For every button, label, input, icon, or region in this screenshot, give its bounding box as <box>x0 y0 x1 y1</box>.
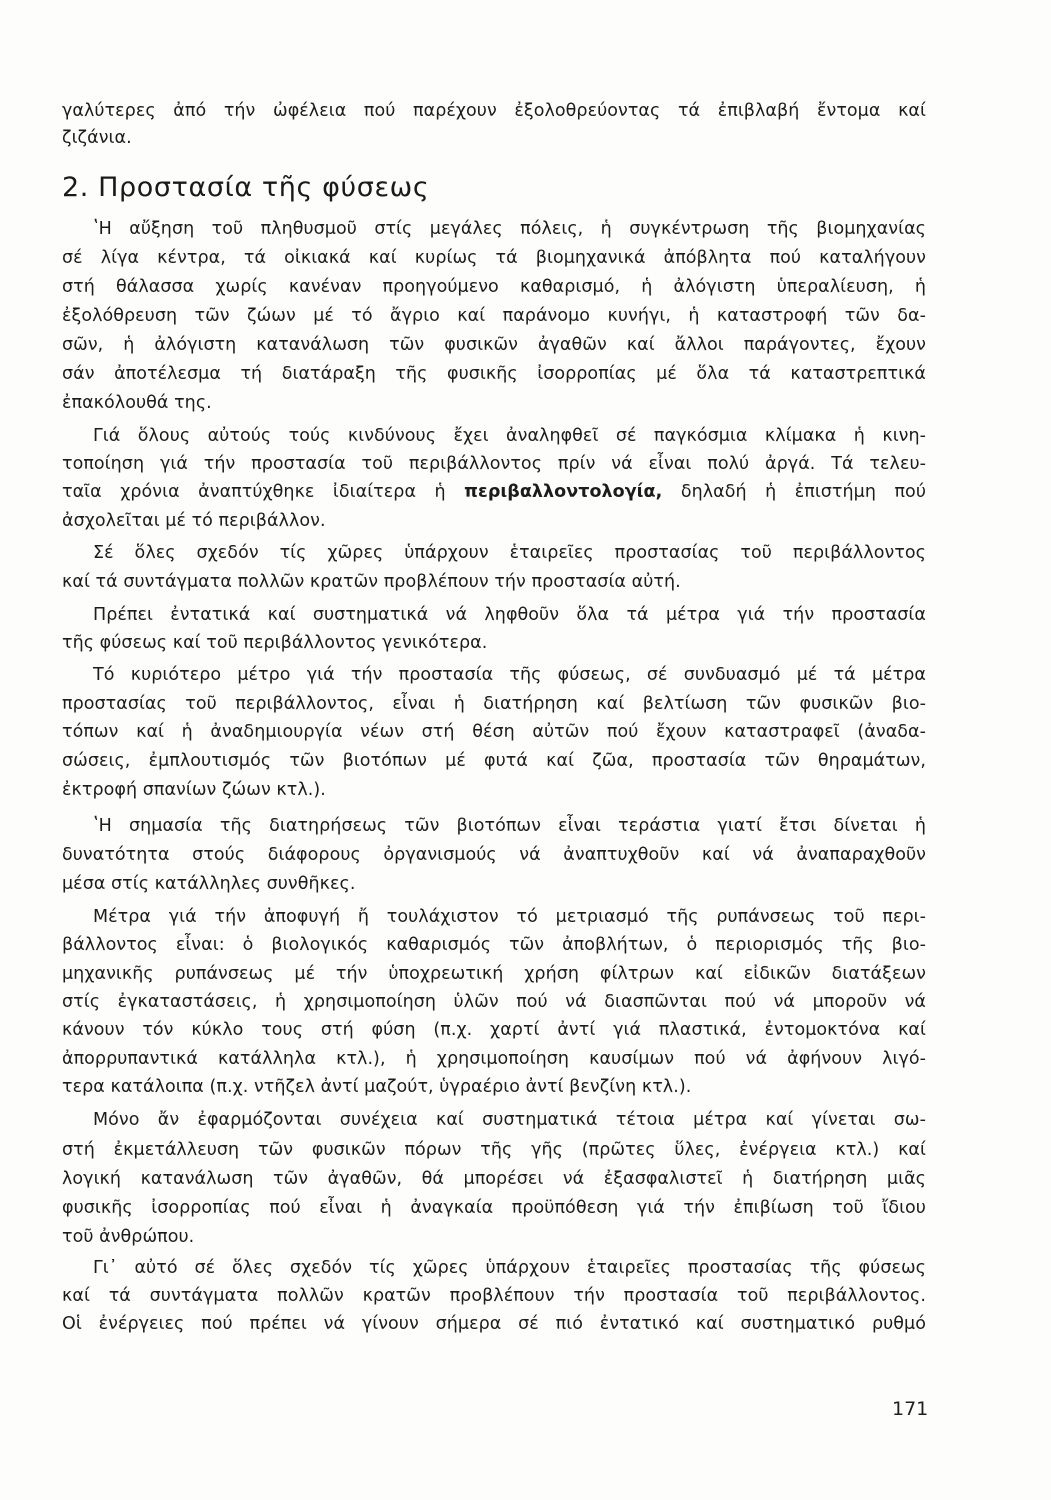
text-line: φυσικῆς ἰσορροπίας πού εἶναι ἡ ἀναγκαία προϋπόθεση γιά τήν ἐπιβίωση τοῦ ἴδιου <box>62 1198 926 1218</box>
text-run: ταῖα χρόνια ἀναπτύχθηκε ἰδιαίτερα ἡ <box>62 482 465 502</box>
text-line: τερα κατάλοιπα (π.χ. ντῆζελ ἀντί μαζούτ, ὑγραέριο ἀντί βενζίνη κτλ.). <box>62 1077 692 1097</box>
text-line: μέσα στίς κατάλληλες συνθῆκες. <box>62 874 356 894</box>
text-line: τόπων καί ἡ ἀναδημιουργία νέων στή θέση αὐτῶν πού ἔχουν καταστραφεῖ (ἀναδα- <box>62 722 926 742</box>
bold-term: περιβαλλοντολογία, <box>464 482 663 502</box>
text-line: ζιζάνια. <box>62 128 132 148</box>
text-line: τοποίηση γιά τήν προστασία τοῦ περιβάλλοντος πρίν νά εἶναι πολύ ἀργά. Τά τελευ- <box>62 454 926 474</box>
text-line: Οἱ ἐνέργειες πού πρέπει νά γίνουν σήμερα σέ πιό ἐντατικό καί συστηματικό ρυθμό <box>62 1314 926 1334</box>
text-line: ἀπορρυπαντικά κατάλληλα κτλ.), ἡ χρησιμοποίηση καυσίμων πού νά ἀφήνουν λιγό- <box>62 1049 926 1069</box>
section-heading: 2. Προστασία τῆς φύσεως <box>62 172 430 203</box>
text-line: Γιά ὅλους αὐτούς τούς κινδύνους ἔχει ἀναληφθεῖ σέ παγκόσμια κλίμακα ἡ κινη- <box>93 426 926 446</box>
text-line: λογική κατανάλωση τῶν ἀγαθῶν, θά μπορέσει νά ἐξασφαλιστεῖ ἡ διατήρηση μιᾶς <box>62 1169 926 1189</box>
text-line: βάλλοντος εἶναι: ὁ βιολογικός καθαρισμός τῶν ἀποβλήτων, ὁ περιορισμός τῆς βιο- <box>62 935 926 955</box>
text-line: στή θάλασσα χωρίς κανέναν προηγούμενο καθαρισμό, ἡ ἀλόγιστη ὑπεραλίευση, ἡ <box>62 277 926 297</box>
text-line: ʽΗ σημασία τῆς διατηρήσεως τῶν βιοτόπων εἶναι τεράστια γιατί ἔτσι δίνεται ἡ <box>93 816 926 836</box>
text-line: Μέτρα γιά τήν ἀποφυγή ἤ τουλάχιστον τό μετριασμό τῆς ρυπάνσεως τοῦ περι- <box>93 907 926 927</box>
text-line: ἀσχολεῖται μέ τό περιβάλλον. <box>62 511 326 531</box>
text-line: γαλύτερες ἀπό τήν ὠφέλεια πού παρέχουν ἐξολοθρεύοντας τά ἐπιβλαβή ἔντομα καί <box>62 101 926 121</box>
text-line: τῆς φύσεως καί τοῦ περιβάλλοντος γενικότερα. <box>62 633 488 653</box>
text-line: ʽΗ αὔξηση τοῦ πληθυσμοῦ στίς μεγάλες πόλεις, ἡ συγκέντρωση τῆς βιομηχανίας <box>93 219 926 239</box>
text-line: Μόνο ἄν ἐφαρμόζονται συνέχεια καί συστηματικά τέτοια μέτρα καί γίνεται σω- <box>93 1110 926 1130</box>
text-line: Σέ ὅλες σχεδόν τίς χῶρες ὑπάρχουν ἑταιρεῖες προστασίας τοῦ περιβάλλοντος <box>93 543 926 563</box>
text-line <box>62 480 926 504</box>
text-line: δυνατότητα στούς διάφορους ὀργανισμούς νά ἀναπτυχθοῦν καί νά ἀναπαραχθοῦν <box>62 845 926 865</box>
text-line: Τό κυριότερο μέτρο γιά τήν προστασία τῆς φύσεως, σέ συνδυασμό μέ τά μέτρα <box>93 665 926 685</box>
text-line: καί τά συντάγματα πολλῶν κρατῶν προβλέπουν τήν προστασία τοῦ περιβάλλοντος. <box>62 1286 926 1306</box>
text-line: Πρέπει ἐντατικά καί συστηματικά νά ληφθοῦν ὅλα τά μέτρα γιά τήν προστασία <box>93 605 926 625</box>
text-line: ἐκτροφή σπανίων ζώων κτλ.). <box>62 780 326 800</box>
text-line: προστασίας τοῦ περιβάλλοντος, εἶναι ἡ διατήρηση καί βελτίωση τῶν φυσικῶν βιο- <box>62 694 926 714</box>
text-line: στίς ἐγκαταστάσεις, ἡ χρησιμοποίηση ὑλῶν πού νά διασπῶνται πού νά μποροῦν νά <box>62 992 926 1012</box>
text-line: ἐπακόλουθά της. <box>62 393 212 413</box>
text-line: σάν ἀποτέλεσμα τή διατάραξη τῆς φυσικῆς ἰσορροπίας μέ ὅλα τά καταστρεπτικά <box>62 364 926 384</box>
text-line: σῶν, ἡ ἀλόγιστη κατανάλωση τῶν φυσικῶν ἀγαθῶν καί ἄλλοι παράγοντες, ἔχουν <box>62 335 926 355</box>
text-line: τοῦ ἀνθρώπου. <box>62 1227 195 1247</box>
page-number: 171 <box>892 1398 929 1420</box>
text-run: δηλαδή ἡ ἐπιστήμη πού <box>662 482 926 502</box>
text-line: σέ λίγα κέντρα, τά οἰκιακά καί κυρίως τά βιομηχανικά ἀπόβλητα πού καταλήγουν <box>62 248 926 268</box>
text-line: Γι᾽ αὐτό σέ ὅλες σχεδόν τίς χῶρες ὑπάρχουν ἑταιρεῖες προστασίας τῆς φύσεως <box>93 1258 926 1278</box>
text-line: στή ἐκμετάλλευση τῶν φυσικῶν πόρων τῆς γῆς (πρῶτες ὕλες, ἐνέργεια κτλ.) καί <box>62 1140 926 1160</box>
text-line: σώσεις, ἐμπλουτισμός τῶν βιοτόπων μέ φυτά καί ζῶα, προστασία τῶν θηραμάτων, <box>62 751 926 771</box>
text-line: μηχανικῆς ρυπάνσεως μέ τήν ὑποχρεωτική χρήση φίλτρων καί εἰδικῶν διατάξεων <box>62 964 926 984</box>
text-line: κάνουν τόν κύκλο τους στή φύση (π.χ. χαρτί ἀντί γιά πλαστικά, ἐντομοκτόνα καί <box>62 1020 926 1040</box>
text-line: ἐξολόθρευση τῶν ζώων μέ τό ἄγριο καί παράνομο κυνήγι, ἡ καταστροφή τῶν δα- <box>62 306 926 326</box>
text-line: καί τά συντάγματα πολλῶν κρατῶν προβλέπουν τήν προστασία αὐτή. <box>62 572 681 592</box>
